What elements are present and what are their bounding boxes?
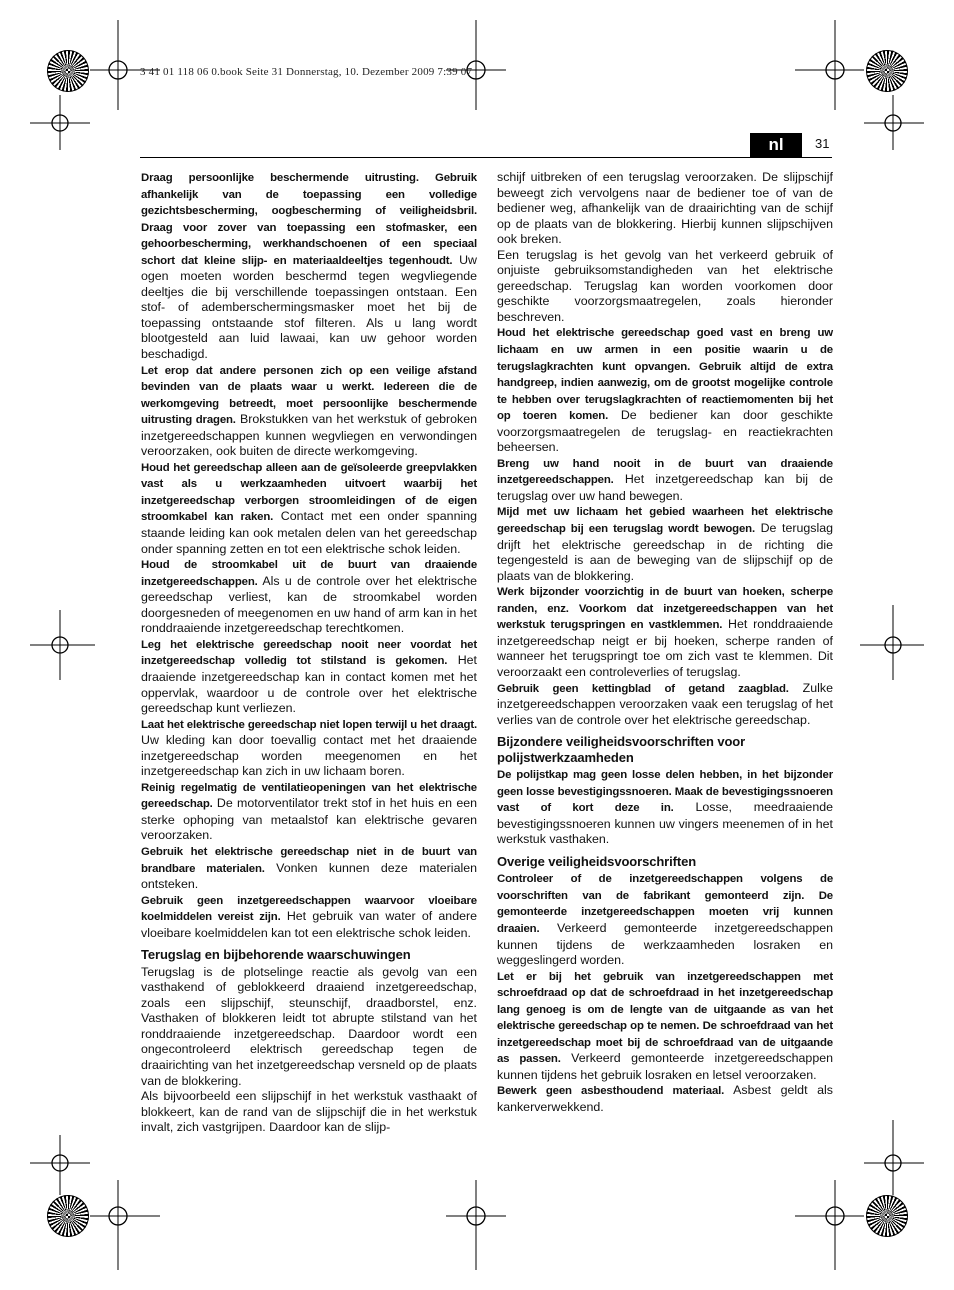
paragraph: Laat het elektrische gereedschap niet lopen terwijl u het draagt. Uw kleding kan door toevallig contact met het draaiende inzetgereedschap worden meegenomen en het inzetgereedschap kan zich in uw lichaam boren. xyxy=(141,718,477,779)
print-file-info: 3 41 01 118 06 0.book Seite 31 Donnerstag, 10. Dezember 2009 7:39 07 xyxy=(140,66,473,78)
paragraph: De polijstkap mag geen losse delen hebben, in het bijzonder geen losse bevestigingssnoeren. Maak de bevestigingssnoeren vast of kort deze in. Losse, meedraaiende bevestigingssnoeren kunnen uw vingers meenemen of in het werkstuk vasthaken. xyxy=(497,769,833,847)
section-heading: Terugslag en bijbehorende waarschuwingen xyxy=(141,947,411,963)
paragraph: Houd het elektrische gereedschap goed vast en breng uw lichaam en uw armen in een positie waarin u de terugslagkrachten kunt opvangen. Gebruik altijd de extra handgreep, indien aanwezig, om de grootst mogelijke controle te hebben over terugslagkrachten of reactiemomenten bij het op toeren komen. De bediener kan door geschikte voorzorgsmaatregelen de terugslag- en reactiekrachten beheersen. xyxy=(497,327,833,455)
color-target-bottom-left xyxy=(47,1195,89,1237)
paragraph: Gebruik geen inzetgereedschappen waarvoor vloeibare koelmiddelen vereist zijn. Het gebruik van water of andere vloeibare koelmiddelen kan tot een elektrische schok leiden. xyxy=(141,894,477,940)
header-rule xyxy=(140,157,832,158)
left-column xyxy=(141,170,477,1136)
paragraph: Bewerk geen asbesthoudend materiaal. Asbest geldt als kankerverwekkend. xyxy=(497,1083,833,1115)
color-target-bottom-right xyxy=(866,1195,908,1237)
paragraph: Draag persoonlijke beschermende uitrusting. Gebruik afhankelijk van de toepassing een volledige gezichtsbescherming, oogbescherming of veiligheidsbril. Draag voor zover van toepassing een stofmasker, een gehoorbescherming, werkhandschoenen of een speciaal schort dat kleine slijp- en materiaaldeeltjes tegenhoudt. Uw ogen moeten worden beschermd tegen wegvliegende deeltjes die bij verschillende toepassingen ontstaan. Een stof- of ademberschermingsmasker moet het bij de toepassing ontstaande stof filteren. Als u lang wordt blootgesteld aan luid lawaai, kan uw gehoor worden beschadigd. xyxy=(141,172,477,362)
paragraph: Gebruik geen kettingblad of getand zaagblad. Zulke inzetgereedschappen veroorzaken vaak een terugslag of het verlies van de controle over het elektrische gereedschap. xyxy=(497,680,833,727)
paragraph: Controleer of de inzetgereedschappen volgens de voorschriften van de fabrikant gemonteerd zijn. De gemonteerde inzetgereedschappen moeten vrij kunnen draaien. Verkeerd gemonteerde inzetgereedschappen kunnen tijdens de werkzaamheden losraken en weggeslingerd worden. xyxy=(497,873,833,968)
page-number: 31 xyxy=(815,136,830,151)
section-heading: Bijzondere veiligheidsvoorschriften voor polijstwerkzaamheden xyxy=(497,734,746,765)
paragraph: Als bijvoorbeeld een slijpschijf in het werkstuk vasthaakt of blokkeert, kan de rand van de slijpschijf die in het werkstuk invalt, zich vastgrijpen. Daardoor kan de slijp- xyxy=(141,1089,477,1135)
color-target-top-left xyxy=(47,50,89,92)
paragraph: Let er bij het gebruik van inzetgereedschappen met schroefdraad op dat de schroefdraad in het inzetgereedschap lang genoeg is om de lengte van de uitgaande as van het elektrische gereedschap op te nemen. De schroefdraad van het inzetgereedschap moet bij de schroefdraad van de uitgaande as passen. Verkeerd gemonteerde inzetgereedschappen kunnen tijdens het gebruik losraken en letsel veroorzaken. xyxy=(497,970,833,1082)
paragraph: Houd de stroomkabel uit de buurt van draaiende inzetgereedschappen. Als u de controle over het elektrische gereedschap verliest, kan de stroomkabel worden doorgesneden of meegenomen en uw hand of arm kan in het ronddraaiende inzetgereedschap terechtkomen. xyxy=(141,559,477,636)
paragraph: schijf uitbreken of een terugslag veroorzaken. De slijpschijf beweegt zich vervolgens naar de bediener toe of van de bediener weg, afhankelijk van de draairichting van de schijf op de plaats van de blokkering. Hierbij kunnen slijpschijven ook breken. xyxy=(497,170,833,247)
paragraph: Een terugslag is het gevolg van het verkeerd gebruik of onjuiste gebruiksomstandigheden van het elektrische gereedschap. Terugslag kan worden voorkomen door geschikte voorzorgsmaatregelen, zoals hieronder beschreven. xyxy=(497,247,833,324)
color-target-top-right xyxy=(866,50,908,92)
paragraph: Breng uw hand nooit in de buurt van draaiende inzetgereedschappen. Het inzetgereedschap kan bij de terugslag over uw hand bewegen. xyxy=(497,457,833,503)
paragraph: Terugslag is de plotselinge reactie als gevolg van een vasthakend of geblokkeerd draaiend inzetgereedschap, zoals een slijpschijf, steunschijf, draadborstel, enz. Vasthaken of blokkeren leidt tot abrupte stilstand van het ronddraaiende inzetgereedschap. Daardoor wordt een ongecontroleerd elektrisch gereedschap tegen de draairichting van het inzetgereedschap versneld op de plaats van de blokkering. xyxy=(141,964,477,1088)
paragraph: Mijd met uw lichaam het gebied waarheen het elektrische gereedschap bij een terugslag wordt bewogen. De terugslag drijft het elektrische gereedschap in de richting die tegengesteld is aan de beweging van de slijpschijf op de plaats van de blokkering. xyxy=(497,506,833,583)
paragraph: Let erop dat andere personen zich op een veilige afstand bevinden van de plaats waar u werkt. Iedereen die de werkomgeving betreedt, moet persoonlijke beschermende uitrusting dragen. Brokstukken van het werkstuk of gebroken inzetgereedschappen kunnen wegvliegen en verwondingen veroorzaken, ook buiten de directe werkomgeving. xyxy=(141,364,477,459)
paragraph: Houd het gereedschap alleen aan de geïsoleerde greepvlakken vast als u werkzaamheden uitvoert waarbij het inzetgereedschap verborgen stroomleidingen of de eigen stroomkabel kan raken. Contact met een onder spanning staande leiding kan ook metalen delen van het gereedschap onder spanning zetten en tot een elektrische schok leiden. xyxy=(141,461,477,556)
paragraph: Reinig regelmatig de ventilatieopeningen van het elektrische gereedschap. De motorventilator trekt stof in het huis en een sterke ophoping van metaalstof kan elektrische gevaren veroorzaken. xyxy=(141,781,477,843)
paragraph: Gebruik het elektrische gereedschap niet in de buurt van brandbare materialen. Vonken kunnen deze materialen ontsteken. xyxy=(141,845,477,892)
language-badge: nl xyxy=(750,133,802,157)
section-heading: Overige veiligheidsvoorschriften xyxy=(497,853,697,869)
paragraph: Werk bijzonder voorzichtig in de buurt van hoeken, scherpe randen, enz. Voorkom dat inzetgereedschappen van het werkstuk terugspringen en vastklemmen. Het ronddraaiende inzetgereedschap neigt er bij hoeken, scherpe randen of wanneer het terugspringt toe om zich vast te klemmen. Dit veroorzaakt een controleverlies of terugslag. xyxy=(497,586,833,679)
right-column xyxy=(497,170,833,1116)
paragraph: Leg het elektrische gereedschap nooit neer voordat het inzetgereedschap volledig tot stilstand is gekomen. Het draaiende inzetgereedschap kan in contact komen met het oppervlak, waardoor u de controle over het elektrische gereedschap kunt verliezen. xyxy=(141,638,478,716)
